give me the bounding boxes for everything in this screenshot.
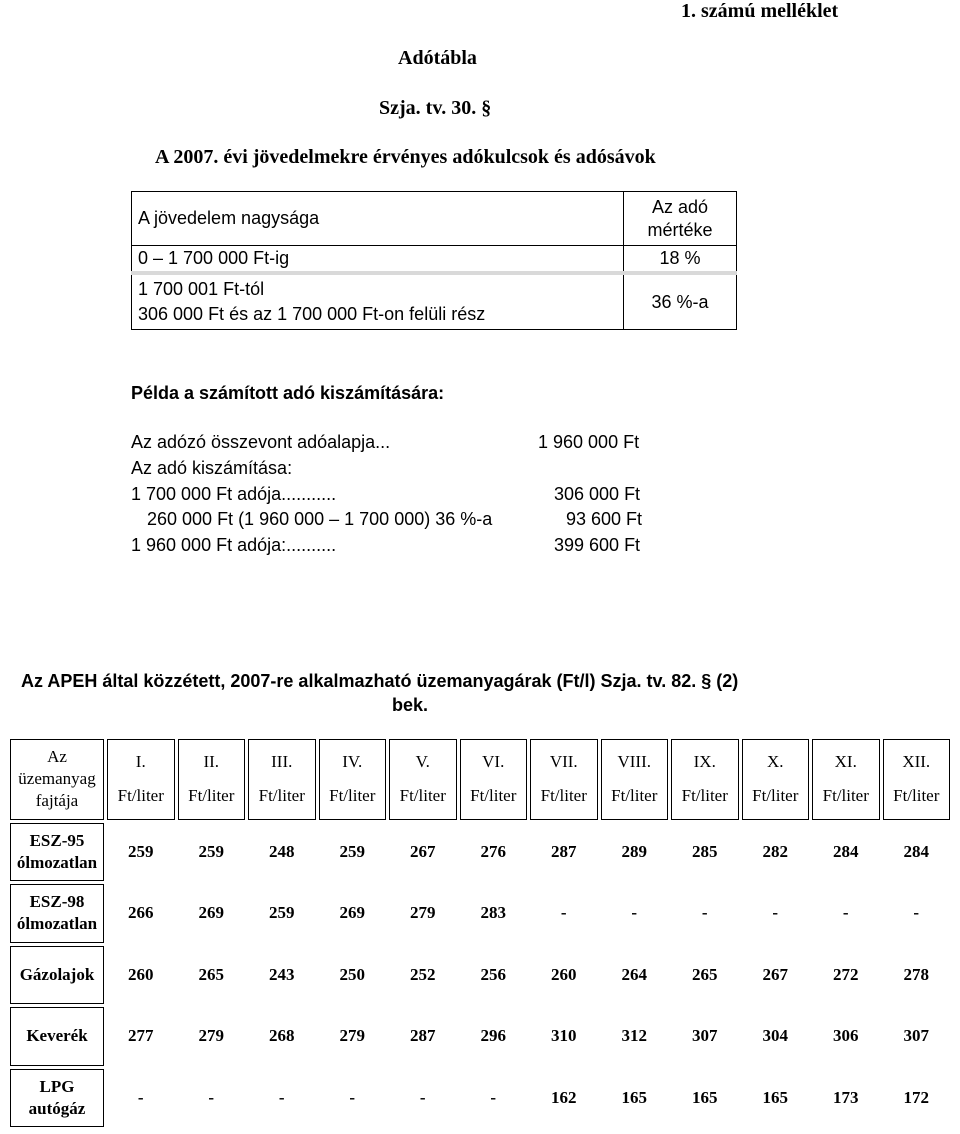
price-cell: 165 [621, 1087, 647, 1107]
price-cell: 243 [269, 964, 295, 984]
price-cell: 276 [480, 841, 506, 861]
price-cell: 279 [198, 1026, 224, 1046]
price-cell: 264 [621, 964, 647, 984]
fuel-type-label: ESZ-95 ólmozatlan [10, 823, 104, 881]
example-label: Az adó kiszámítása: [131, 458, 293, 478]
fuel-type-header: Az üzemanyag fajtája [10, 739, 104, 820]
price-cell: - [349, 1087, 356, 1107]
month-header: XI. Ft/liter [812, 739, 880, 820]
price-cell: 282 [762, 841, 788, 861]
month-header: VII. Ft/liter [530, 739, 598, 820]
legal-reference: Szja. tv. 30. § [379, 97, 492, 119]
price-cell: 172 [903, 1087, 929, 1107]
income-row-1: 0 – 1 700 000 Ft-ig [132, 246, 624, 274]
price-cell: 259 [269, 903, 295, 923]
price-cell: 279 [410, 903, 436, 923]
fuel-row [10, 1007, 950, 1065]
price-cell: - [278, 1087, 285, 1107]
price-cell: 307 [692, 1026, 718, 1046]
price-cell: - [913, 903, 920, 923]
price-cell: 259 [128, 841, 154, 861]
price-cell: - [419, 1087, 426, 1107]
fuel-row [10, 946, 950, 1004]
price-cell: - [772, 903, 779, 923]
example-value: 306 000 Ft [554, 484, 641, 504]
month-header: IV. Ft/liter [319, 739, 387, 820]
example-label: 260 000 Ft (1 960 000 – 1 700 000) 36 %-a [147, 509, 493, 529]
price-cell: 269 [339, 903, 365, 923]
example-value: 93 600 Ft [566, 509, 643, 529]
price-cell: 265 [198, 964, 224, 984]
income-row-2: 1 700 001 Ft-tól 306 000 Ft és az 1 700 000 Ft-on felüli rész [132, 273, 624, 329]
price-cell: 277 [128, 1026, 154, 1046]
price-cell: 269 [198, 903, 224, 923]
table-subtitle: A 2007. évi jövedelmekre érvényes adókulcsok és adósávok [155, 146, 656, 168]
price-cell: 252 [410, 964, 436, 984]
document-title: Adótábla [398, 47, 477, 69]
price-cell: - [631, 903, 638, 923]
fuel-price-table [7, 736, 953, 1130]
price-cell: 250 [339, 964, 365, 984]
price-cell: 312 [621, 1026, 647, 1046]
example-label: Az adózó összevont adóalapja... [131, 432, 391, 452]
price-cell: 248 [269, 841, 295, 861]
price-cell: 265 [692, 964, 718, 984]
price-cell: 173 [833, 1087, 859, 1107]
price-cell: 278 [903, 964, 929, 984]
price-cell: 289 [621, 841, 647, 861]
price-cell: 285 [692, 841, 718, 861]
price-cell: 165 [762, 1087, 788, 1107]
price-cell: 267 [410, 841, 436, 861]
month-header: III. Ft/liter [248, 739, 316, 820]
price-cell: 283 [480, 903, 506, 923]
fuel-heading: Az APEH által közzétett, 2007-re alkalmazható üzemanyagárak (Ft/l) Szja. tv. 82. § (2) [21, 671, 739, 691]
fuel-row [10, 884, 950, 942]
price-cell: 256 [480, 964, 506, 984]
price-cell: - [137, 1087, 144, 1107]
annex-label: 1. számú melléklet [681, 0, 839, 22]
month-header: VIII. Ft/liter [601, 739, 669, 820]
income-header: A jövedelem nagysága [132, 192, 624, 246]
price-cell: 268 [269, 1026, 295, 1046]
example-label: 1 960 000 Ft adója:.......... [131, 535, 337, 555]
rate-row-2: 36 %-a [624, 273, 737, 329]
month-header: V. Ft/liter [389, 739, 457, 820]
example-heading: Példa a számított adó kiszámítására: [131, 383, 445, 403]
fuel-row [10, 823, 950, 881]
example-label: 1 700 000 Ft adója........... [131, 484, 337, 504]
price-cell: - [701, 903, 708, 923]
price-cell: 259 [198, 841, 224, 861]
price-cell: 267 [762, 964, 788, 984]
price-cell: 307 [903, 1026, 929, 1046]
price-cell: 259 [339, 841, 365, 861]
price-cell: - [560, 903, 567, 923]
price-cell: 287 [551, 841, 577, 861]
tax-rate-table [131, 191, 737, 330]
month-header: X. Ft/liter [742, 739, 810, 820]
price-cell: 296 [480, 1026, 506, 1046]
fuel-type-label: Keverék [10, 1007, 104, 1065]
price-cell: 284 [903, 841, 929, 861]
fuel-heading-cont: bek. [391, 695, 429, 715]
price-cell: 304 [762, 1026, 788, 1046]
month-header: IX. Ft/liter [671, 739, 739, 820]
example-value: 1 960 000 Ft [538, 432, 640, 452]
price-cell: - [490, 1087, 497, 1107]
month-header: I. Ft/liter [107, 739, 175, 820]
price-cell: 165 [692, 1087, 718, 1107]
price-cell: 284 [833, 841, 859, 861]
price-cell: 287 [410, 1026, 436, 1046]
price-cell: 279 [339, 1026, 365, 1046]
month-header: II. Ft/liter [178, 739, 246, 820]
price-cell: 310 [551, 1026, 577, 1046]
price-cell: - [842, 903, 849, 923]
rate-header: Az adó mértéke [624, 192, 737, 246]
example-value: 399 600 Ft [554, 535, 641, 555]
fuel-type-label: ESZ-98 ólmozatlan [10, 884, 104, 942]
fuel-row [10, 1069, 950, 1127]
price-cell: 162 [551, 1087, 577, 1107]
price-cell: 260 [128, 964, 154, 984]
price-cell: 260 [551, 964, 577, 984]
price-cell: 272 [833, 964, 859, 984]
price-cell: 266 [128, 903, 154, 923]
price-cell: - [208, 1087, 215, 1107]
fuel-type-label: Gázolajok [10, 946, 104, 1004]
month-header: VI. Ft/liter [460, 739, 528, 820]
price-cell: 306 [833, 1026, 859, 1046]
fuel-type-label: LPG autógáz [10, 1069, 104, 1127]
month-header: XII. Ft/liter [883, 739, 951, 820]
rate-row-1: 18 % [624, 246, 737, 274]
